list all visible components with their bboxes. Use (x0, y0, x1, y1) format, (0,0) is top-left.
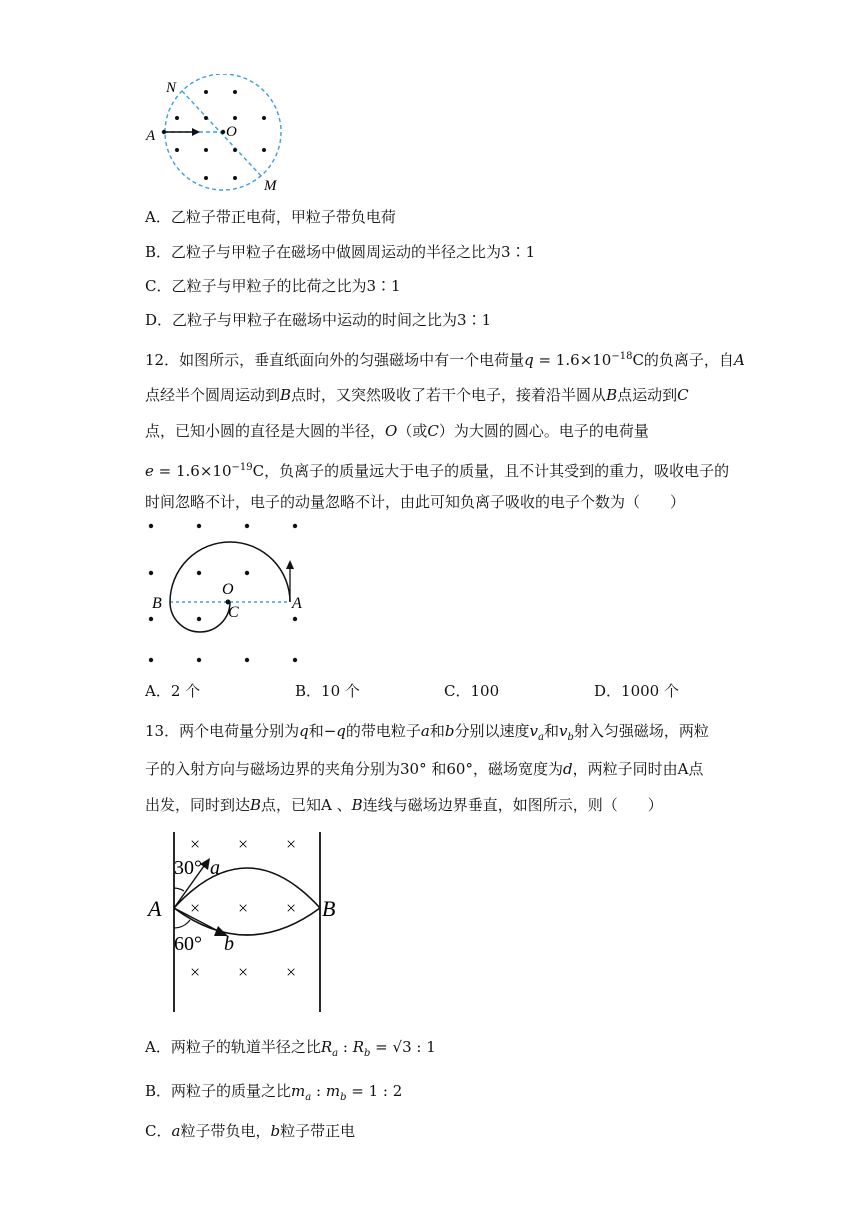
angle-30-label: 30° (174, 857, 202, 879)
q12-line-5: 时间忽略不计，电子的动量忽略不计，由此可知负离子吸收的电子个数为（ ） (145, 493, 686, 511)
svg-text:×: × (286, 834, 297, 854)
q12-line-3: 点，已知小圆的直径是大圆的半径，O（或C）为大圆的圆心。电子的电荷量 (145, 422, 649, 440)
svg-text:×: × (238, 962, 249, 982)
q13-option-a: A．两粒子的轨道半径之比$R_a$ : $R_b = √3$ : 1 (145, 1038, 436, 1059)
q12-line-1: 12．如图所示，垂直纸面向外的匀强磁场中有一个电荷量$q = 1.6\times 10^{-18}C$的负离子，自A (145, 351, 745, 369)
field-dots (162, 90, 266, 180)
velocity-arrowhead (192, 128, 200, 136)
label-b-point: B (322, 896, 336, 921)
label-a: A (292, 595, 302, 612)
label-particle-a: a (210, 857, 220, 879)
q13-line-3: 出发，同时到达B点，已知A 、B连线与磁场边界垂直，如图所示，则（ ） (145, 796, 663, 814)
q13-line-2: 子的入射方向与磁场边界的夹角分别为30° 和60°，磁场宽度为d，两粒子同时由A点 (145, 760, 704, 778)
label-o: O (226, 124, 237, 140)
q11-option-d: D．乙粒子与甲粒子在磁场中运动的时间之比为3∶1 (145, 311, 492, 329)
q11-option-b: B．乙粒子与甲粒子在磁场中做圆周运动的半径之比为3∶1 (145, 243, 536, 261)
svg-text:×: × (238, 834, 249, 854)
velocity-arrowhead (286, 560, 294, 569)
q12-option-a: A．2 个 (145, 682, 201, 700)
label-a-point: A (148, 896, 162, 921)
svg-text:×: × (238, 898, 249, 918)
angle-30-arc (174, 888, 184, 891)
label-b: B (152, 595, 162, 612)
angle-60-label: 60° (174, 933, 202, 955)
field-crosses (190, 834, 296, 982)
svg-text:×: × (286, 898, 297, 918)
q13-option-b: B．两粒子的质量之比$m_a$ : $m_b = 1$ : 2 (145, 1082, 403, 1103)
figure-two-trajectories (140, 832, 350, 1014)
q12-line-2: 点经半个圆周运动到B点时，又突然吸收了若干个电子，接着沿半圆从B点运动到C (145, 386, 689, 404)
q12-option-c: C．100 (444, 682, 500, 700)
q11-option-a: A．乙粒子带正电荷，甲粒子带负电荷 (145, 208, 396, 226)
svg-text:×: × (190, 962, 201, 982)
figure-circle-field (140, 74, 290, 198)
small-semicircle-path (170, 602, 230, 632)
svg-text:×: × (286, 962, 297, 982)
label-c: C (228, 604, 239, 621)
label-n: N (166, 80, 177, 96)
label-m: M (264, 178, 277, 194)
label-particle-b: b (224, 933, 234, 955)
q13-option-c: C．a粒子带负电，b粒子带正电 (145, 1122, 356, 1140)
svg-text:×: × (190, 834, 201, 854)
angle-60-arc (174, 920, 190, 928)
q12-option-b: B．10 个 (295, 682, 360, 700)
label-o: O (222, 581, 234, 598)
q11-option-c: C．乙粒子与甲粒子的比荷之比为3∶1 (145, 277, 401, 295)
label-a: A (146, 128, 156, 144)
figure-semicircle-path (140, 516, 320, 672)
q12-option-d: D．1000 个 (594, 682, 679, 700)
q12-line-4: $e = 1.6\times 10^{-19}C$，负离子的质量远大于电子的质量，且不计其受到的重力，吸收电子的 (145, 462, 730, 480)
q13-line-1: 13．两个电荷量分别为q和−q的带电粒子a和b分别以速度$v_a$和$v_b$射入匀强磁场，两粒 (145, 722, 709, 743)
svg-text:×: × (190, 898, 201, 918)
